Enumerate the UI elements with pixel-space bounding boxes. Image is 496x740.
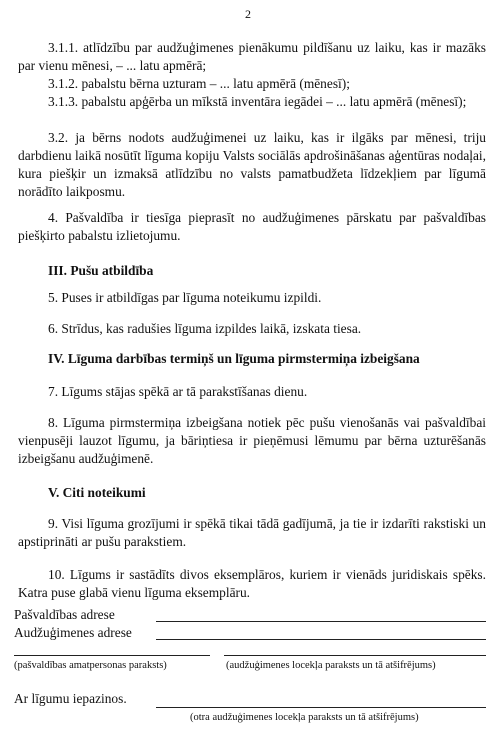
paragraph-5: 5. Puses ir atbildīgas par līguma noteikumu izpildi. <box>48 290 322 305</box>
paragraph-3-1-3: 3.1.3. pabalstu apģērba un mīkstā inventāra iegādei – ... latu apmērā (mēnesī); <box>48 94 467 109</box>
municipality-address-line <box>156 621 486 622</box>
paragraph-3-2: 3.2. ja bērns nodots audžuģimenei uz laiku, kas ir ilgāks par mēnesi, triju darbdienu laikā nosūtīt līguma kopiju Valsts sociālās apdrošināšanas aģentūras nodaļai, kura piešķir un izmaksā atlīdzību no valsts pamatbudžeta līdzekļiem par līgumā norādīto laikposmu. <box>18 130 486 199</box>
paragraph-10: 10. Līgums ir sastādīts divos eksemplāros, kuriem ir vienāds juridiskais spēks. Katra puse glabā vienu līguma eksemplāru. <box>18 567 486 600</box>
foster-family-address-line <box>156 639 486 640</box>
foster-family-member-signature-line <box>224 655 486 656</box>
paragraph-3-1-1: 3.1.1. atlīdzību par audžuģimenes pienākumu pildīšanu uz laiku, kas ir mazāks par vienu mēnesi, – ... latu apmērā; <box>18 40 486 73</box>
other-foster-family-member-signature-caption: (otra audžuģimenes locekļa paraksts un tā atšifrējums) <box>190 712 419 723</box>
page-number: 2 <box>245 7 251 21</box>
paragraph-7: 7. Līgums stājas spēkā ar tā parakstīšanas dienu. <box>48 384 308 399</box>
municipality-official-signature-caption: (pašvaldības amatpersonas paraksts) <box>14 660 167 671</box>
paragraph-9: 9. Visi līguma grozījumi ir spēkā tikai tādā gadījumā, ja tie ir izdarīti rakstiski un apstiprināti ar pušu parakstiem. <box>18 516 486 549</box>
foster-family-member-signature-caption: (audžuģimenes locekļa paraksts un tā atšifrējums) <box>226 660 436 671</box>
paragraph-3-1-2: 3.1.2. pabalstu bērna uzturam – ... latu apmērā (mēnesī); <box>48 76 350 91</box>
municipality-address-label: Pašvaldības adrese <box>14 607 115 622</box>
paragraph-4: 4. Pašvaldība ir tiesīga pieprasīt no audžuģimenes pārskatu par pašvaldības piešķirto pabalstu izlietojumu. <box>18 210 486 243</box>
acknowledged-label: Ar līgumu iepazinos. <box>14 691 127 706</box>
section-heading-4: IV. Līguma darbības termiņš un līguma pirmstermiņa izbeigšana <box>48 351 420 366</box>
paragraph-6: 6. Strīdus, kas radušies līguma izpildes laikā, izskata tiesa. <box>48 321 362 336</box>
municipality-official-signature-line <box>14 655 210 656</box>
paragraph-8: 8. Līguma pirmstermiņa izbeigšana notiek pēc pušu vienošanās vai pašvaldībai vienpusēji lauzot līgumu, ja bāriņtiesa ir pieņēmusi lēmumu par bērna uzturēšanās izbeigšanu audžuģimenē. <box>18 415 486 466</box>
section-heading-5: V. Citi noteikumi <box>48 485 146 500</box>
section-heading-3: III. Pušu atbildība <box>48 263 154 278</box>
foster-family-address-label: Audžuģimenes adrese <box>14 625 132 640</box>
other-member-signature-line <box>156 707 486 708</box>
